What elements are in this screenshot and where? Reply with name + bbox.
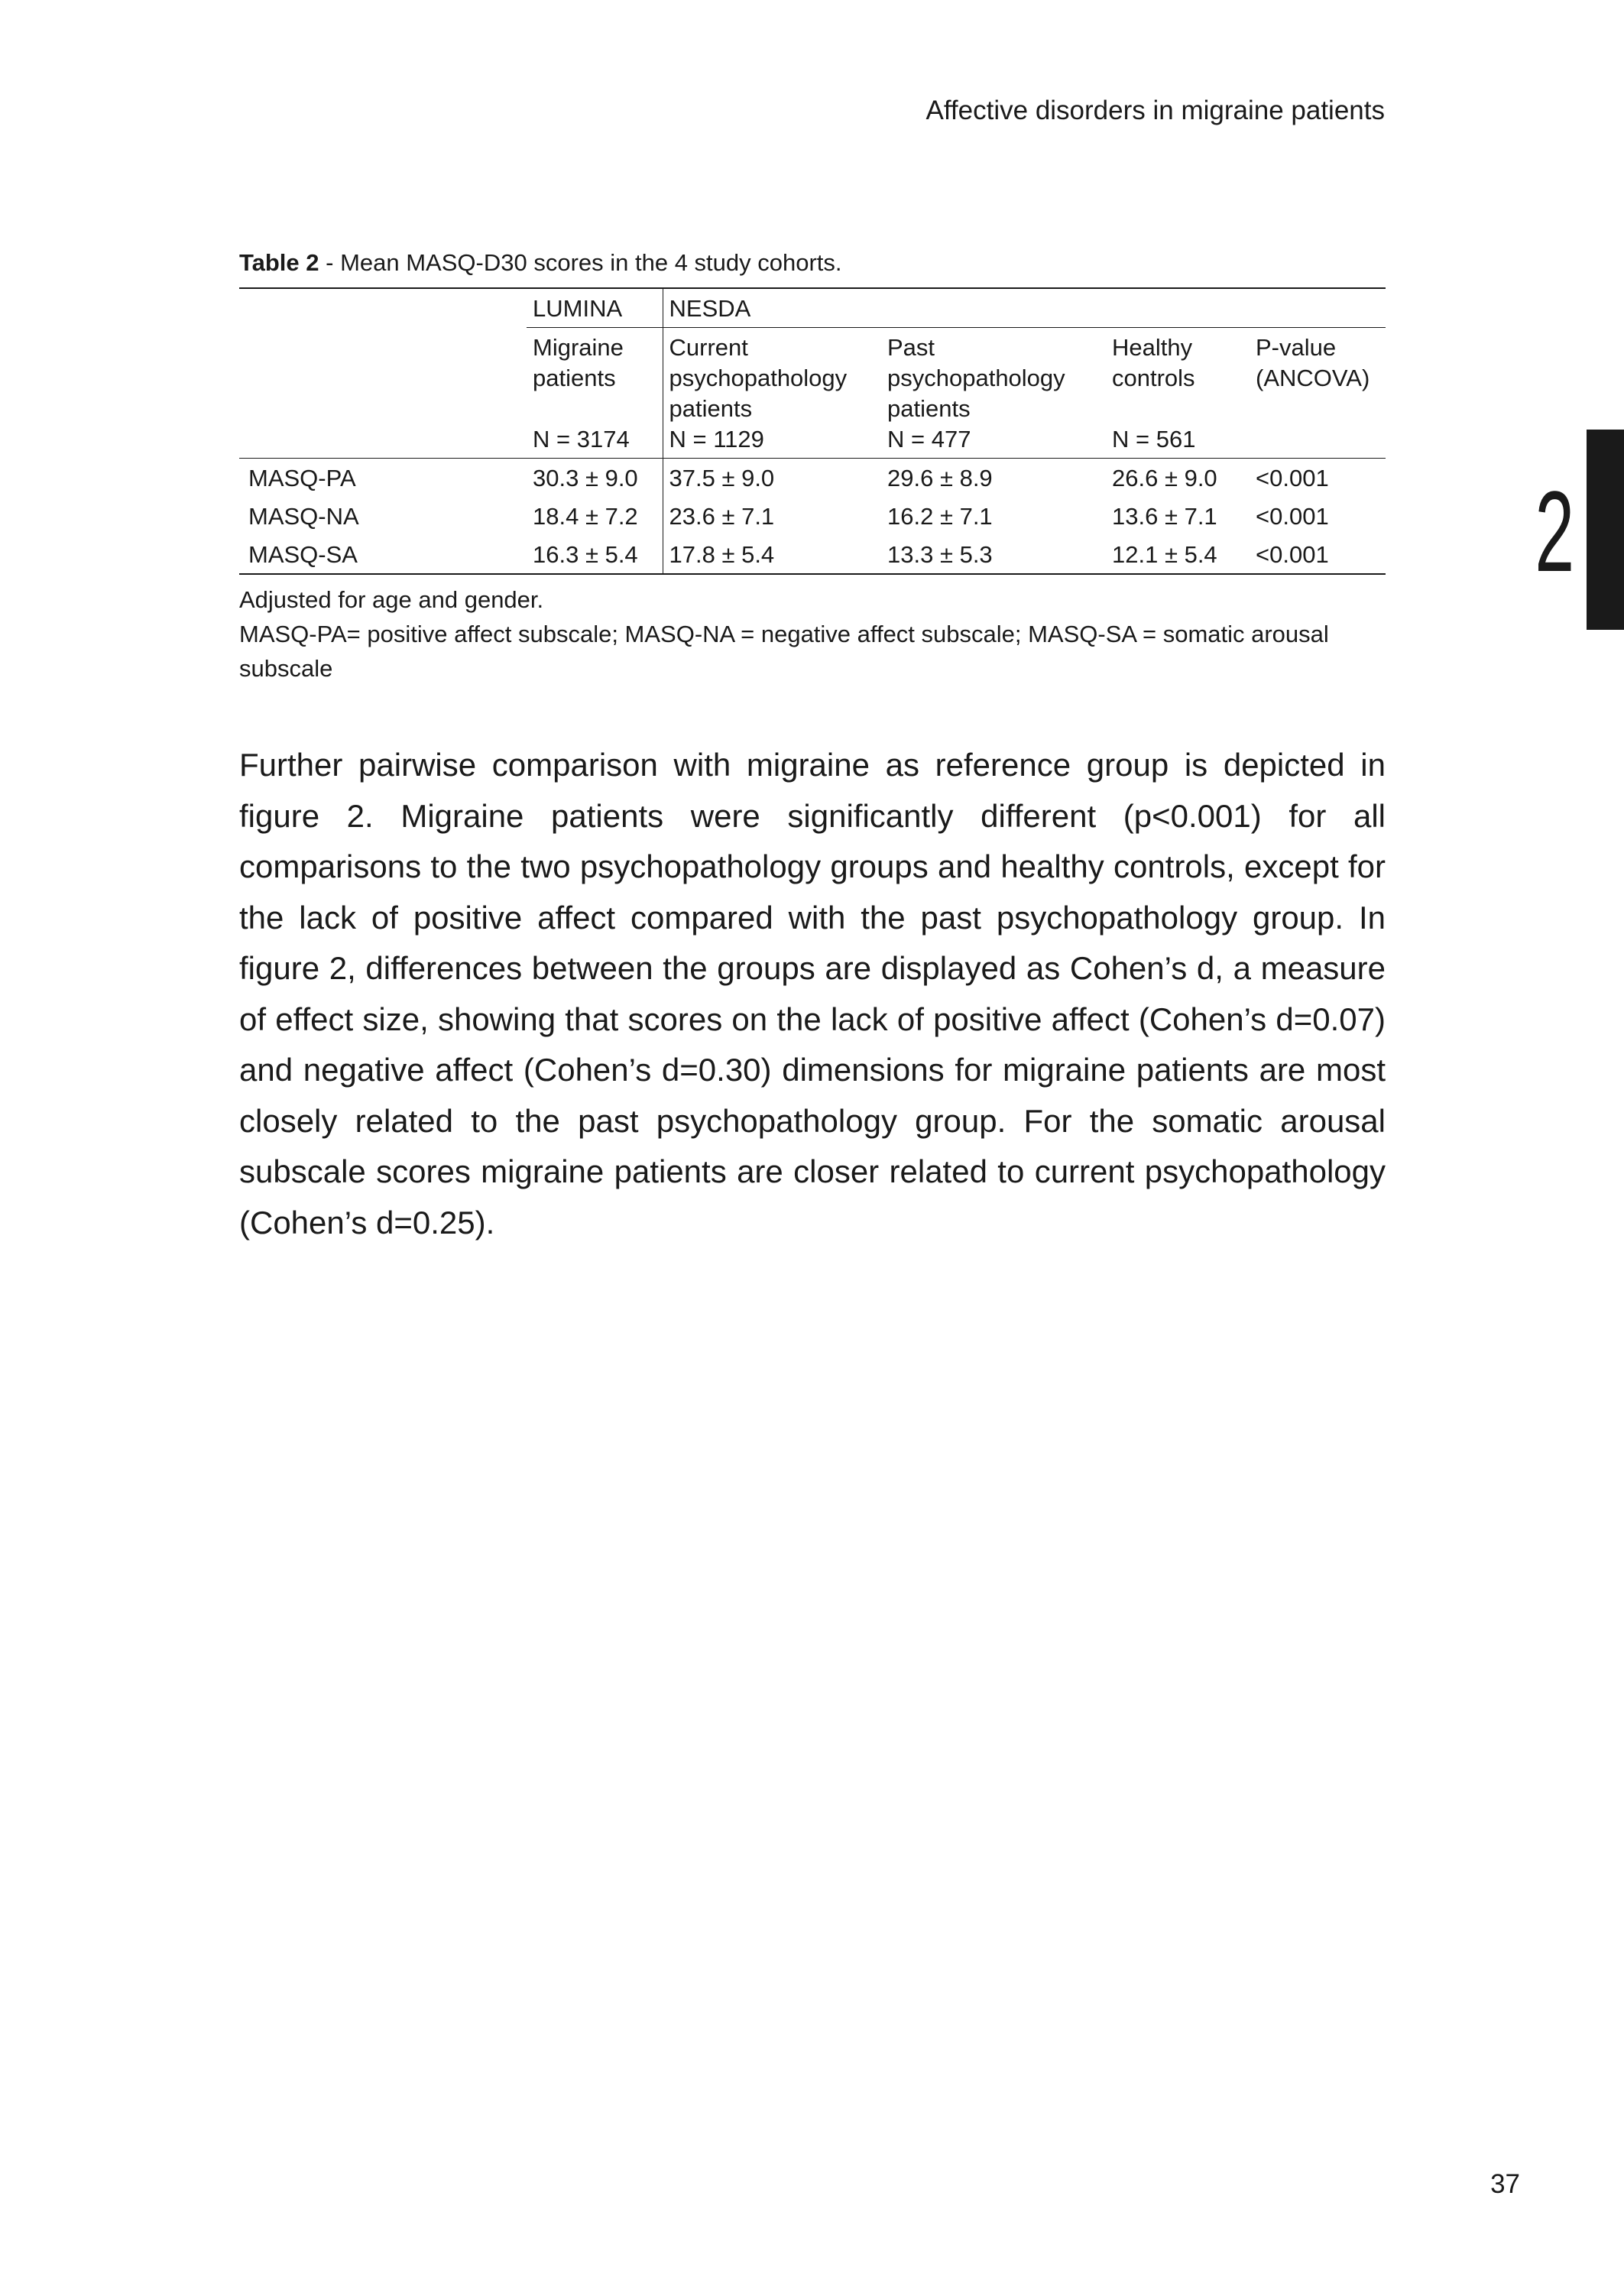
table-cell: 37.5 ± 9.0 bbox=[669, 465, 775, 491]
table-block bbox=[239, 249, 1386, 686]
chapter-number: 2 bbox=[1535, 467, 1573, 595]
row-label: MASQ-PA bbox=[248, 465, 356, 491]
col-header-pvalue: P-value (ANCOVA) bbox=[1256, 334, 1370, 391]
n-current: N = 1129 bbox=[663, 424, 881, 459]
table-cell: 17.8 ± 5.4 bbox=[663, 535, 881, 574]
table-notes bbox=[239, 582, 1386, 686]
table-n-row bbox=[239, 424, 1386, 459]
table-group-row bbox=[239, 328, 1386, 425]
table-row-masq-sa bbox=[239, 535, 1386, 574]
table-cell: 13.3 ± 5.3 bbox=[881, 535, 1106, 574]
n-healthy: N = 561 bbox=[1106, 424, 1250, 459]
table-caption bbox=[239, 249, 1386, 277]
table-cell: <0.001 bbox=[1256, 465, 1329, 491]
table-cell: 13.6 ± 7.1 bbox=[1112, 503, 1217, 530]
n-past: N = 477 bbox=[881, 424, 1106, 459]
col-header-current: Current psychopathology patients bbox=[669, 334, 848, 422]
table-caption-label: Table 2 bbox=[239, 249, 319, 276]
col-header-migraine: Migraine patients bbox=[527, 328, 663, 425]
table-cell: 29.6 ± 8.9 bbox=[887, 465, 993, 491]
row-label: MASQ-NA bbox=[248, 503, 359, 530]
table-cell: 23.6 ± 7.1 bbox=[669, 503, 775, 530]
table-row-masq-pa bbox=[239, 459, 1386, 498]
cohort-lumina: LUMINA bbox=[527, 288, 663, 328]
col-header-past: Past psychopathology patients bbox=[887, 334, 1065, 422]
row-label: MASQ-SA bbox=[239, 535, 527, 574]
chapter-tab bbox=[1587, 430, 1624, 630]
table-cell: 16.2 ± 7.1 bbox=[887, 503, 993, 530]
n-pvalue bbox=[1250, 424, 1386, 459]
table-cell: <0.001 bbox=[1256, 503, 1329, 530]
results-table bbox=[239, 287, 1386, 575]
table-note-abbreviations: MASQ-PA= positive affect subscale; MASQ-NA = negative affect subscale; MASQ-SA = somatic arousal subscale bbox=[239, 621, 1329, 682]
page-number: 37 bbox=[1490, 2169, 1520, 2199]
table-row-masq-na bbox=[239, 497, 1386, 535]
cohort-nesda: NESDA bbox=[663, 288, 1386, 328]
body-paragraph: Further pairwise comparison with migraine as reference group is depicted in figure 2. Migraine patients were significantly different (p<0.001) for all comparisons to the two psychopathology groups and healthy controls, except for the lack of positive affect compared with the past psychopathology group. In figure 2, differences between the groups are displayed as Cohen’s d, a measure of effect size, showing that scores on the lack of positive affect (Cohen’s d=0.07) and negative affect (Cohen’s d=0.30) dimensions for migraine patients are most closely related to the past psychopathology group. For the somatic arousal subscale scores migraine patients are closer related to current psychopathology (Cohen’s d=0.25). bbox=[239, 747, 1386, 1241]
table-cell: 30.3 ± 9.0 bbox=[527, 459, 663, 498]
table-cell: 18.4 ± 7.2 bbox=[527, 497, 663, 535]
table-cell: <0.001 bbox=[1250, 535, 1386, 574]
table-corner-cell bbox=[239, 288, 527, 328]
table-cell: 26.6 ± 9.0 bbox=[1112, 465, 1217, 491]
running-header: Affective disorders in migraine patients bbox=[925, 96, 1385, 125]
table-cohort-row bbox=[239, 288, 1386, 328]
table-cell: 12.1 ± 5.4 bbox=[1106, 535, 1250, 574]
col-header-healthy: Healthy controls bbox=[1112, 334, 1195, 391]
table-cell: 16.3 ± 5.4 bbox=[527, 535, 663, 574]
table-note-adjusted: Adjusted for age and gender. bbox=[239, 586, 544, 613]
table-caption-text: - Mean MASQ-D30 scores in the 4 study cohorts. bbox=[319, 249, 842, 276]
n-migraine: N = 3174 bbox=[527, 424, 663, 459]
